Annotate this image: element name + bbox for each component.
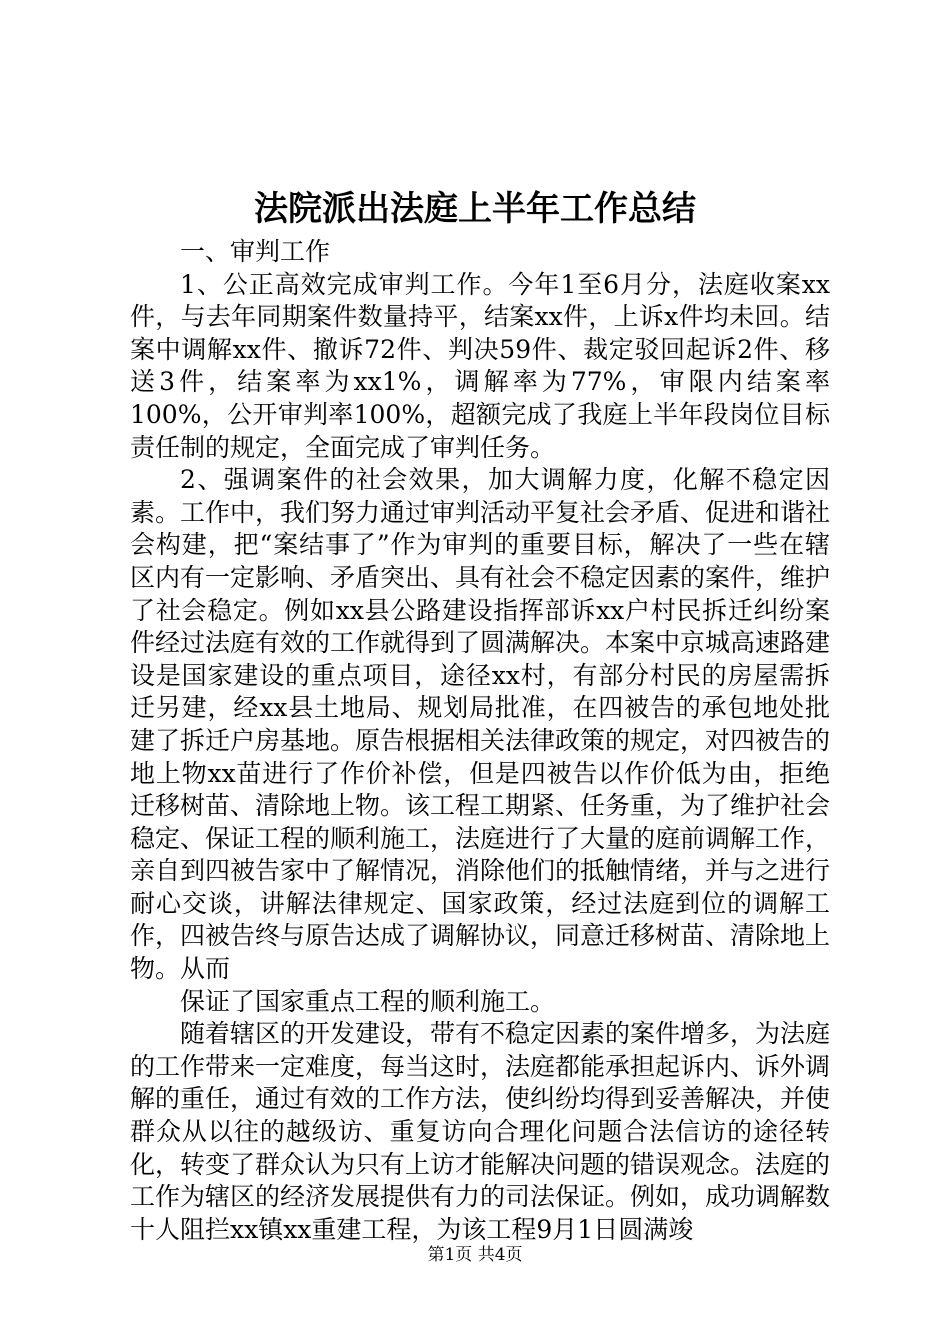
paragraph-3: 保证了国家重点工程的顺利施工。 (180, 986, 556, 1016)
section-heading: 一、审判工作 (180, 237, 331, 266)
document-title: 法院派出法庭上半年工作总结 (254, 189, 696, 229)
paragraph-1: 1、公正高效完成审判工作。今年1至6月分，法庭收案xx件，与去年同期案件数量持平，结案xx件，上诉x件均未回。结案中调解xx件、撤诉72件、判决59件、裁定驳回起诉2件、移送3件，结案率为xx1%，调解率为77%，审限内结案率100%，公开审判率100%，超额完成了我庭上半年段岗位目标责任制的规定，全面完成了审判任务。 (130, 269, 830, 462)
paragraph-2: 2、强调案件的社会效果，加大调解力度，化解不稳定因素。工作中，我们努力通过审判活动平复社会矛盾、促进和谐社会构建，把“案结事了”作为审判的重要目标，解决了一些在辖区内有一定影响、矛盾突出、具有社会不稳定因素的案件，维护了社会稳定。例如xx县公路建设指挥部诉xx户村民拆迁纠纷案件经过法庭有效的工作就得到了圆满解决。本案中京城高速路建设是国家建设的重点项目，途径xx村，有部分村民的房屋需拆迁另建，经xx县土地局、规划局批准，在四被告的承包地处批建了拆迁户房基地。原告根据相关法律政策的规定，对四被告的地上物xx苗进行了作价补偿，但是四被告以作价低为由，拒绝迁移树苗、清除地上物。该工程工期紧、任务重，为了维护社会稳定、保证工程的顺利施工，法庭进行了大量的庭前调解工作，亲自到四被告家中了解情况，消除他们的抵触情绪，并与之进行耐心交谈，讲解法律规定、国家政策，经过法庭到位的调解工作，四被告终与原告达成了调解协议，同意迁移树苗、清除地上物。从而 (130, 465, 831, 984)
paragraph-4: 随着辖区的开发建设，带有不稳定因素的案件增多，为法庭的工作带来一定难度，每当这时，法庭都能承担起诉内、诉外调解的重任，通过有效的工作方法，使纠纷均得到妥善解决，并使群众从以往的越级访、重复访向合理化问题合法信访的途径转化，转变了群众认为只有上访才能解决问题的错误观念。法庭的工作为辖区的经济发展提供有力的司法保证。例如，成功调解数十人阻拦xx镇xx重建工程，为该工程9月1日圆满竣 (130, 1019, 831, 1244)
document-body (130, 236, 830, 1246)
page-number-footer: 第1页 共4页 (427, 1245, 523, 1265)
